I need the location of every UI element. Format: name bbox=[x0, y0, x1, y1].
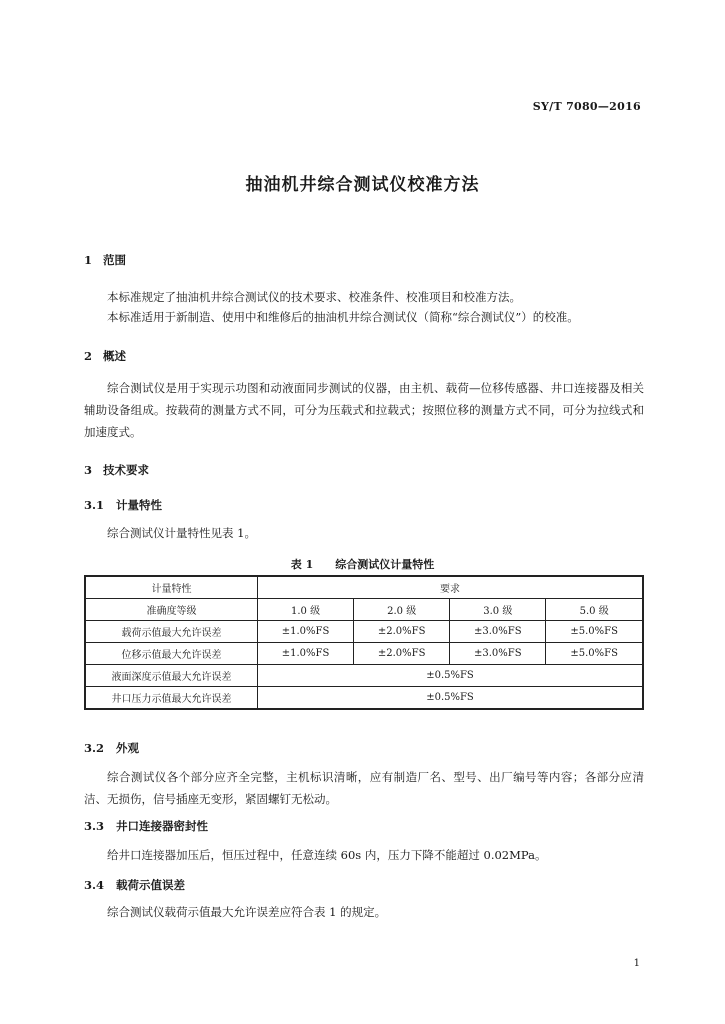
subsection-number: 3.3 bbox=[84, 819, 105, 833]
table-row bbox=[85, 687, 643, 710]
section-title: 技术要求 bbox=[103, 463, 149, 477]
table-row-label: 井口压力示值最大允许误差 bbox=[85, 687, 258, 710]
table-row bbox=[85, 599, 643, 621]
section-title: 范围 bbox=[103, 253, 126, 267]
section-1-paragraph-1: 本标准规定了抽油机井综合测试仪的技术要求、校准条件、校准项目和校准方法。 bbox=[107, 290, 521, 304]
table-cell: 5.0 级 bbox=[546, 599, 643, 621]
subsection-number: 3.1 bbox=[84, 498, 105, 512]
subsection-3-3-heading bbox=[84, 818, 208, 834]
table-cell: ±1.0%FS bbox=[258, 621, 354, 643]
standard-number: SY/T 7080—2016 bbox=[532, 100, 641, 113]
table-cell: ±3.0%FS bbox=[450, 643, 546, 665]
document-title: 抽油机井综合测试仪校准方法 bbox=[245, 175, 480, 195]
table-cell: ±2.0%FS bbox=[354, 621, 450, 643]
subsection-3-3-paragraph: 给井口连接器加压后，恒压过程中，任意连续 60s 内，压力下降不能超过 0.02MPa。 bbox=[107, 848, 547, 862]
subsection-title: 载荷示值误差 bbox=[116, 878, 185, 892]
subsection-title: 井口连接器密封性 bbox=[116, 819, 208, 833]
section-number: 3 bbox=[84, 463, 93, 477]
section-2-heading bbox=[84, 348, 126, 364]
section-3-heading bbox=[84, 462, 149, 478]
subsection-3-4-heading bbox=[84, 877, 185, 893]
table-row bbox=[85, 621, 643, 643]
table-cell: ±0.5%FS bbox=[258, 687, 644, 710]
table-caption-number: 表 1 bbox=[290, 558, 314, 571]
table-cell: ±5.0%FS bbox=[546, 621, 643, 643]
table-caption bbox=[0, 556, 725, 572]
subsection-3-1-paragraph: 综合测试仪计量特性见表 1。 bbox=[107, 526, 256, 540]
subsection-3-2-heading bbox=[84, 740, 139, 756]
section-1-heading bbox=[84, 252, 126, 268]
subsection-3-1-heading bbox=[84, 497, 162, 513]
table-cell: 1.0 级 bbox=[258, 599, 354, 621]
table-cell: ±2.0%FS bbox=[354, 643, 450, 665]
table-row-label: 液面深度示值最大允许误差 bbox=[85, 665, 258, 687]
section-2-paragraph-1: 综合测试仪是用于实现示功图和动液面同步测试的仪器，由主机、载荷—位移传感器、井口连接器及相关辅助设备组成。按载荷的测量方式不同，可分为压载式和拉载式；按照位移的测量方式不同，可分为拉线式和加速度式。 bbox=[84, 381, 644, 439]
table-header-row bbox=[85, 576, 643, 599]
table-cell: ±1.0%FS bbox=[258, 643, 354, 665]
section-1-paragraph-2: 本标准适用于新制造、使用中和维修后的抽油机井综合测试仪（简称“综合测试仪”）的校准。 bbox=[107, 310, 579, 324]
table-caption-title: 综合测试仪计量特性 bbox=[335, 558, 435, 571]
subsection-number: 3.4 bbox=[84, 878, 105, 892]
table-row-label: 载荷示值最大允许误差 bbox=[85, 621, 258, 643]
metrology-spec-table bbox=[84, 575, 644, 710]
table-cell: ±5.0%FS bbox=[546, 643, 643, 665]
section-number: 1 bbox=[84, 253, 93, 267]
subsection-title: 计量特性 bbox=[116, 498, 162, 512]
table-row bbox=[85, 643, 643, 665]
table-cell: ±0.5%FS bbox=[258, 665, 644, 687]
page-number: 1 bbox=[633, 958, 640, 969]
table-cell: 2.0 级 bbox=[354, 599, 450, 621]
subsection-3-4-paragraph: 综合测试仪载荷示值最大允许误差应符合表 1 的规定。 bbox=[107, 905, 387, 919]
subsection-title: 外观 bbox=[116, 741, 139, 755]
section-number: 2 bbox=[84, 349, 93, 363]
table-row-label: 位移示值最大允许误差 bbox=[85, 643, 258, 665]
table-cell: 3.0 级 bbox=[450, 599, 546, 621]
subsection-number: 3.2 bbox=[84, 741, 105, 755]
section-title: 概述 bbox=[103, 349, 126, 363]
table-header-cell: 计量特性 bbox=[85, 576, 258, 599]
table-row bbox=[85, 665, 643, 687]
table-header-cell: 要求 bbox=[258, 576, 644, 599]
table-row-label: 准确度等级 bbox=[85, 599, 258, 621]
table-cell: ±3.0%FS bbox=[450, 621, 546, 643]
subsection-3-2-paragraph: 综合测试仪各个部分应齐全完整，主机标识清晰，应有制造厂名、型号、出厂编号等内容；各部分应清洁、无损伤，信号插座无变形，紧固螺钉无松动。 bbox=[84, 770, 644, 806]
